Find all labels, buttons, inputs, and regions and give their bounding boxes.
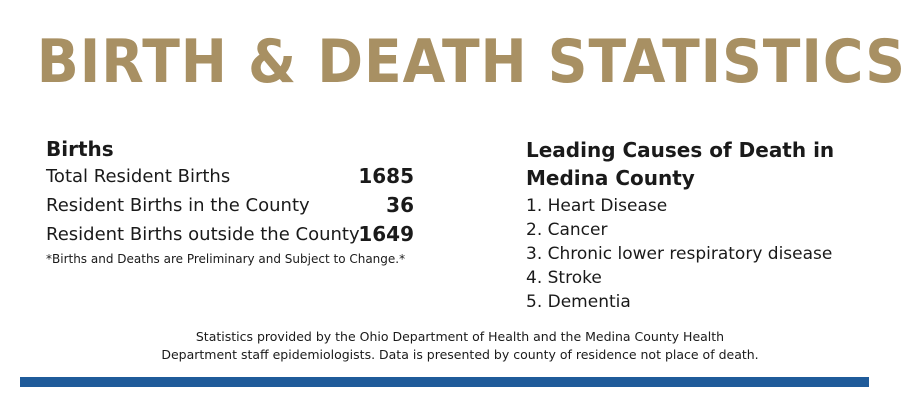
births-section <box>46 136 476 269</box>
preliminary-note: *Births and Deaths are Preliminary and Subject to Change.* <box>46 252 406 266</box>
list-item: 2. Cancer <box>526 220 608 240</box>
list-item: 4. Stroke <box>526 268 602 288</box>
birth-row-value: 1649 <box>358 222 414 246</box>
footer-line2: Department staff epidemiologists. Data is presented by county of residence not place of death. <box>161 347 759 362</box>
causes-heading-line1: Leading Causes of Death in <box>526 138 835 162</box>
page-title: BIRTH & DEATH STATISTICS <box>36 27 906 97</box>
source-footer <box>0 328 920 364</box>
birth-row-in-county <box>46 191 476 220</box>
causes-heading <box>526 136 906 192</box>
list-item: 5. Dementia <box>526 292 631 312</box>
causes-heading-line2: Medina County <box>526 166 695 190</box>
birth-row-label: Resident Births outside the County <box>46 224 360 245</box>
birth-row-label: Resident Births in the County <box>46 195 310 216</box>
cause-list <box>526 194 906 314</box>
causes-of-death-section <box>526 136 906 314</box>
list-item: 3. Chronic lower respiratory disease <box>526 244 833 264</box>
birth-row-total <box>46 162 476 191</box>
birth-row-outside-county <box>46 220 476 249</box>
bottom-divider <box>20 377 869 387</box>
births-heading: Births <box>46 137 114 161</box>
birth-row-value: 1685 <box>358 164 414 188</box>
birth-row-label: Total Resident Births <box>46 166 231 187</box>
birth-row-value: 36 <box>386 193 414 217</box>
list-item: 1. Heart Disease <box>526 196 668 216</box>
footer-line1: Statistics provided by the Ohio Department of Health and the Medina County Health <box>195 329 725 344</box>
